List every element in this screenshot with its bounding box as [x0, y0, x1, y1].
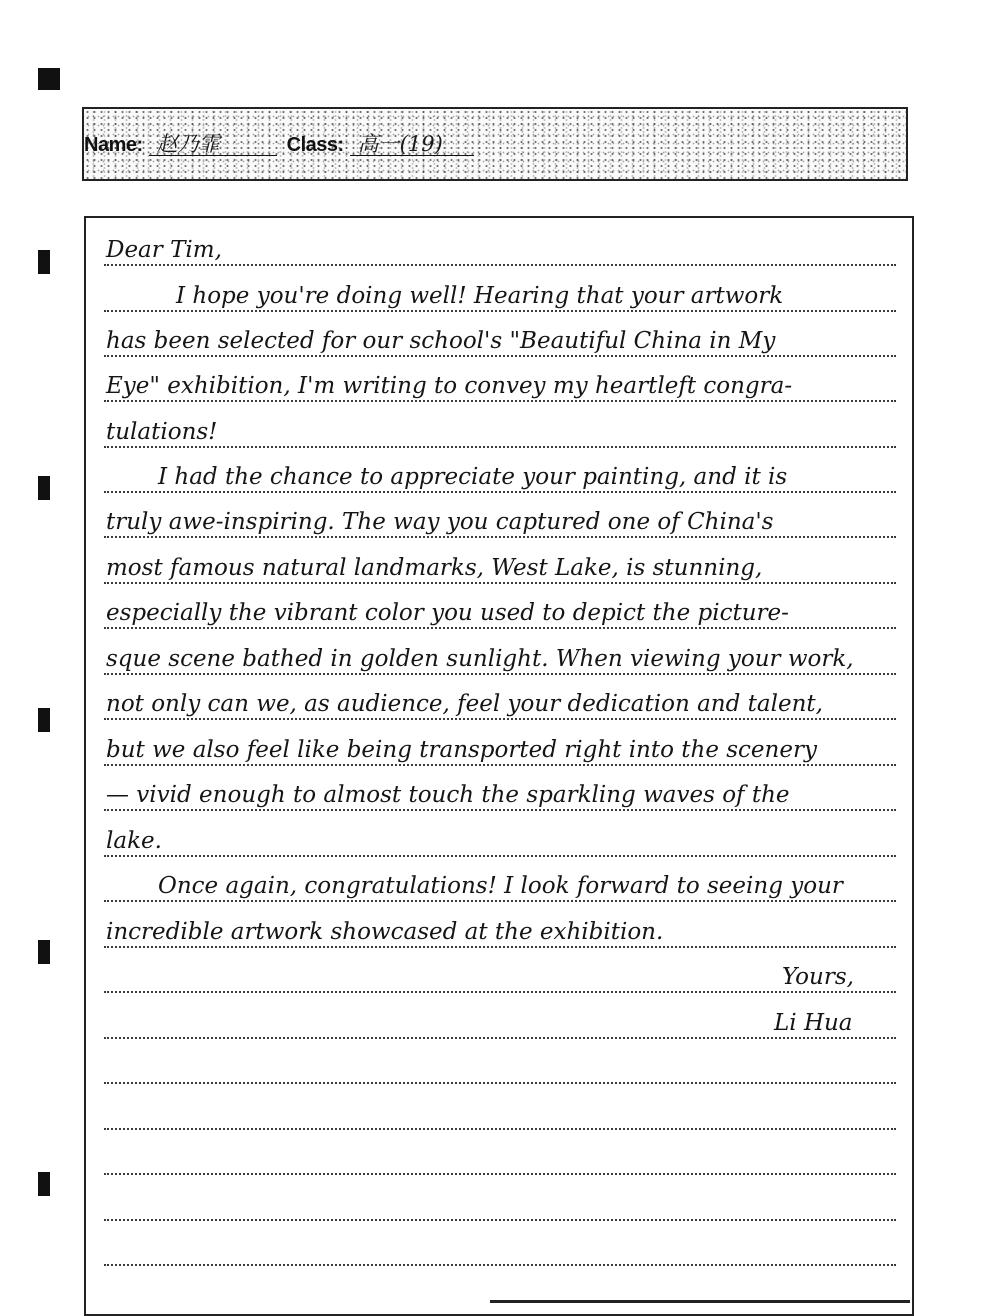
letter-line-text: Yours, [782, 964, 854, 990]
letter-line [104, 645, 896, 675]
letter-line [104, 736, 896, 766]
letter-line-text: but we also feel like being transported right into the scenery [106, 737, 817, 763]
letter-line [104, 1009, 896, 1039]
class-label: Class: [286, 134, 344, 156]
letter-line-text: I hope you're doing well! Hearing that your artwork [176, 283, 784, 309]
bottom-rule [490, 1300, 910, 1303]
registration-mark [38, 68, 60, 90]
letter-line [104, 1145, 896, 1175]
letter-line [104, 282, 896, 312]
letter-line [104, 781, 896, 811]
letter-line [104, 918, 896, 948]
letter-line [104, 599, 896, 629]
letter-line [104, 1191, 896, 1221]
letter-line [104, 872, 896, 902]
letter-line [104, 1236, 896, 1266]
letter-line [104, 418, 896, 448]
side-mark [38, 1172, 50, 1196]
letter-line [104, 554, 896, 584]
letter-line [104, 463, 896, 493]
letter-line-text: Eye" exhibition, I'm writing to convey my heartleft congra- [106, 373, 793, 399]
letter-line-text: most famous natural landmarks, West Lake, is stunning, [106, 555, 763, 581]
student-info-header [82, 107, 908, 181]
student-info-row [84, 133, 484, 157]
letter-line-text: Li Hua [774, 1010, 853, 1036]
letter-line-text: has been selected for our school's "Beautiful China in My [106, 328, 776, 354]
letter-line-text: incredible artwork showcased at the exhibition. [106, 919, 664, 945]
letter-line [104, 327, 896, 357]
side-mark [38, 708, 50, 732]
letter-line-text: I had the chance to appreciate your painting, and it is [158, 464, 788, 490]
class-value: 高一(19) [350, 133, 474, 156]
letter-line-text: truly awe-inspiring. The way you captured one of China's [106, 509, 774, 535]
letter-line-text: sque scene bathed in golden sunlight. When viewing your work, [106, 646, 854, 672]
letter-line [104, 963, 896, 993]
side-mark [38, 250, 50, 274]
letter-line-text: — vivid enough to almost touch the sparkling waves of the [106, 782, 790, 808]
letter-line-text: not only can we, as audience, feel your dedication and talent, [106, 691, 823, 717]
letter-line [104, 690, 896, 720]
letter-line [104, 236, 896, 266]
letter-line-text: Once again, congratulations! I look forward to seeing your [158, 873, 843, 899]
letter-line [104, 1054, 896, 1084]
letter-line-text: lake. [106, 828, 162, 854]
letter-line [104, 372, 896, 402]
name-value: 赵乃霏 [149, 133, 277, 156]
name-label: Name: [84, 134, 143, 156]
letter-line [104, 827, 896, 857]
letter-line [104, 508, 896, 538]
side-mark [38, 940, 50, 964]
side-mark [38, 476, 50, 500]
letter-line-text: Dear Tim, [106, 237, 222, 263]
letter-line-text: especially the vibrant color you used to depict the picture- [106, 600, 789, 626]
letter-line-text: tulations! [106, 419, 218, 445]
letter-line [104, 1100, 896, 1130]
